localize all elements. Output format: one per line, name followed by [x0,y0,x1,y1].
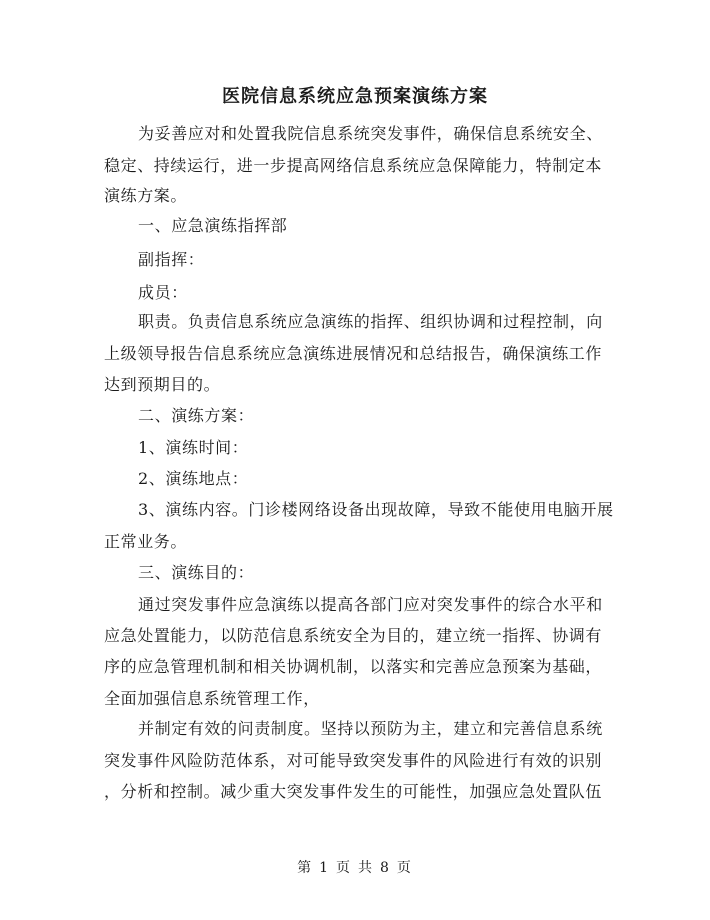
paragraph-line: 上级领导报告信息系统应急演练进展情况和总结报告，确保演练工作 [104,344,603,363]
paragraph-line: 为妥善应对和处置我院信息系统突发事件，确保信息系统安全、 [138,124,603,143]
paragraph-line: 成员： [138,283,188,302]
list-item: 3、演练内容。门诊楼网络设备出现故障，导致不能使用电脑开展 [138,500,614,519]
paragraph-line: 通过突发事件应急演练以提高各部门应对突发事件的综合水平和 [138,595,603,614]
footer-label-unit-2: 页 [396,860,413,876]
paragraph-line: 演练方案。 [104,186,188,205]
page-title: 医院信息系统应急预案演练方案 [222,86,488,107]
list-item: 1、演练时间： [138,438,249,457]
paragraph-line: 稳定、持续运行，进一步提高网络信息系统应急保障能力，特制定本 [104,156,603,175]
paragraph-line: 达到预期目的。 [104,375,221,394]
page-number-footer [0,858,710,878]
footer-label-unit: 页 [336,860,352,876]
paragraph-line: 突发事件风险防范体系，对可能导致突发事件的风险进行有效的识别 [104,751,603,770]
section-heading: 二、演练方案： [138,406,255,425]
current-page-number: 1 [319,860,330,876]
section-heading: 三、演练目的： [138,563,255,582]
paragraph-line: ，分析和控制。减少重大突发事件发生的可能性，加强应急处置队伍 [104,782,603,801]
paragraph-line: 正常业务。 [104,532,188,551]
paragraph-line: 全面加强信息系统管理工作， [104,689,320,708]
paragraph-line: 应急处置能力，以防范信息系统安全为目的，建立统一指挥、协调有 [104,626,603,645]
paragraph-line: 副指挥： [138,250,205,269]
paragraph-line: 并制定有效的问责制度。坚持以预防为主，建立和完善信息系统 [138,719,603,738]
footer-label-page: 第 [297,860,314,876]
section-heading: 一、应急演练指挥部 [138,216,288,235]
paragraph-line: 职责。负责信息系统应急演练的指挥、组织协调和过程控制，向 [138,312,603,331]
paragraph-line: 序的应急管理机制和相关协调机制，以落实和完善应急预案为基础， [104,657,603,676]
total-page-count: 8 [380,860,391,876]
footer-label-total: 共 [358,860,374,876]
list-item: 2、演练地点： [138,469,249,488]
